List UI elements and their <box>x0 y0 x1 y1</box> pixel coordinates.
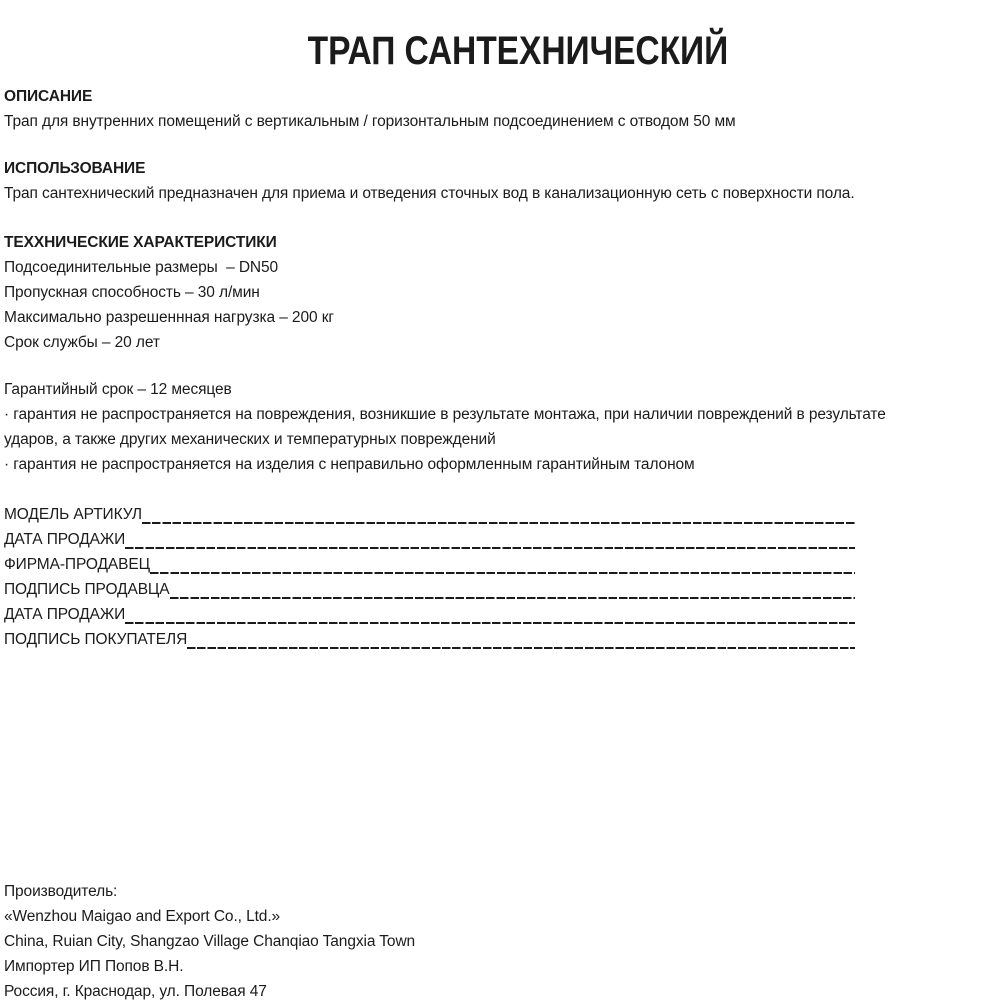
form-label: ДАТА ПРОДАЖИ <box>4 606 126 623</box>
form-row-sale-date-2 <box>4 602 855 627</box>
manufacturer-label: Производитель: <box>4 883 118 900</box>
blank-line <box>170 577 855 602</box>
document-title-text: ТРАП САНТЕХНИЧЕСКИЙ <box>307 29 729 73</box>
form-label: МОДЕЛЬ АРТИКУЛ <box>4 506 143 523</box>
form-label: ДАТА ПРОДАЖИ <box>4 531 126 548</box>
specs-heading: ТЕХХНИЧЕСКИЕ ХАРАКТЕРИСТИКИ <box>4 234 277 251</box>
spec-item: Максимально разрешеннная нагрузка – 200 кг <box>4 309 334 326</box>
blank-line <box>125 527 855 552</box>
description-body: Трап для внутренних помещений с вертикальным / горизонтальным подсоединением с отводом 50 мм <box>4 113 736 130</box>
section-sale-form <box>4 502 989 652</box>
usage-body: Трап сантехнический предназначен для приема и отведения сточных вод в канализационную сеть с поверхности пола. <box>4 185 855 202</box>
section-warranty <box>4 377 989 477</box>
usage-heading: ИСПОЛЬЗОВАНИЕ <box>4 160 146 177</box>
blank-line <box>150 552 855 577</box>
form-row-model-article <box>4 502 855 527</box>
warranty-note-line: · гарантия не распространяется на повреждения, возникшие в результате монтажа, при наличии повреждений в результате <box>4 406 886 423</box>
form-label: ФИРМА-ПРОДАВЕЦ <box>4 556 150 573</box>
manufacturer-address: China, Ruian City, Shangzao Village Chanqiao Tangxia Town <box>4 933 416 950</box>
blank-line <box>125 602 855 627</box>
spec-item: Подсоединительные размеры – DN50 <box>4 259 279 276</box>
form-row-seller-signature <box>4 577 855 602</box>
form-row-seller-company <box>4 552 855 577</box>
form-label: ПОДПИСЬ ПРОДАВЦА <box>4 581 170 598</box>
spec-item: Пропускная способность – 30 л/мин <box>4 284 260 301</box>
blank-line <box>142 502 855 527</box>
manufacturer-name: «Wenzhou Maigao and Export Co., Ltd.» <box>4 908 281 925</box>
importer-name: Импортер ИП Попов В.Н. <box>4 958 184 975</box>
blank-line <box>187 627 855 652</box>
section-specs <box>4 230 989 355</box>
form-label: ПОДПИСЬ ПОКУПАТЕЛЯ <box>4 631 188 648</box>
form-row-buyer-signature <box>4 627 855 652</box>
section-usage <box>4 156 989 206</box>
importer-address: Россия, г. Краснодар, ул. Полевая 47 <box>4 983 267 1000</box>
form-row-sale-date <box>4 527 855 552</box>
section-manufacturer <box>4 879 989 1000</box>
spec-item: Срок службы – 20 лет <box>4 334 160 351</box>
description-heading: ОПИСАНИЕ <box>4 88 93 105</box>
warranty-term: Гарантийный срок – 12 месяцев <box>4 381 232 398</box>
warranty-note-line: · гарантия не распространяется на изделия с неправильно оформленным гарантийным талоном <box>4 456 695 473</box>
section-description <box>4 84 989 134</box>
warranty-note-line: ударов, а также других механических и температурных повреждений <box>4 431 496 448</box>
